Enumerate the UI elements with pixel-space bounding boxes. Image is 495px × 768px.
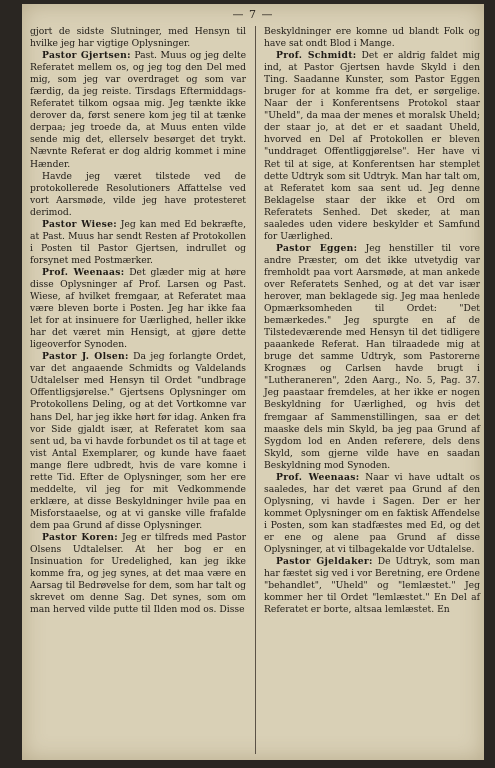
paragraph-text: Det glæder mig at høre disse Oplysninger af Prof. Larsen og Past. Wiese, af hvilket fremgaar, at Referatet maa være bleven borte i Posten. Jeg har ikke faa let for at insinuere for Uærlighed, heller ikke har det været min Hensigt, at gjøre dette ligeoverfor Synoden. [30,266,246,351]
paragraph [30,26,246,50]
paragraph [264,556,480,616]
document-page [22,4,484,760]
speaker-name: Prof. Weenaas: [42,266,125,278]
paragraph [264,50,480,243]
paragraph [30,351,246,532]
paragraph-text: Jeg henstiller til vore andre Præster, om det ikke utvetydig var fremholdt paa vort Aarsmøde, at man ankede over Referatets Senhed, og at det var især herover, man beklagede sig. Jeg maa henlede Opmærksomheden til Ordet: "Det bemærkedes." Jeg spurgte en af de Tilstedeværende med Hensyn til det tidligere paaankede Referat. Han tilraadede mig at bruge det samme Udtryk, som Pastorerne Krognæs og Carlsen havde brugt i "Lutheraneren", 2den Aarg., No. 5, Pag. 37. Jeg paastaar fremdeles, at her ikke er nogen Beskyldning for Uærlighed, og hvis det fremgaar af Sammenstillingen, saa er det maaske dels min Skyld, ba jeg paa Grund af Sygdom lod en Anden referere, dels dens Skyld, som gjerne vilde have en saadan Beskyldning mod Synoden. [264,242,480,471]
speaker-name: Pastor Eggen: [276,242,358,254]
paragraph-text: Det er aldrig faldet mig ind, at Pastor Gjertsen havde Skyld i den Ting. Saadanne Kunster, som Pastor Eggen bruger for at komme fra det, er sørgelige. Naar der i Konferentsens Protokol staar "Uheld", da maa der menes et moralsk Uheld; der staar jo, at det er et saadant Uheld, hvorved en Del af Protokollen er bleven "unddraget Offentliggjørelse". Her have vi Ret til at sige, at Konferentsen har stemplet dette Udtryk som sit Udtryk. Man har talt om, at Referatet kom saa sent ud. Jeg denne Beklagelse staar der ikke et Ord om Referatets Senhed. Det skeder, at man saaledes uden videre beskylder et Samfund for Uærlighed. [264,50,481,242]
paragraph-text: Past. Muus og jeg delte Referatet mellem os, og jeg tog den Del med mig, som jeg var overdraget og som var færdig, da jeg reiste. Tirsdags Eftermiddags-Referatet tilkom ogsaa mig. Jeg tænkte ikke derover da, først senere kom jeg til at tænke derpaa; jeg troede da, at Muus enten vilde sende mig det, ellerselv besørget det trykt. Nævnte Referat er dog aldrig kommet i mine Hænder. [30,50,247,170]
paragraph [30,219,246,267]
left-column [30,26,246,616]
speaker-name: Pastor Koren: [42,531,118,543]
speaker-name: Prof. Weenaas: [276,471,360,483]
paragraph-text: Jeg kan med Ed bekræfte, at Past. Muus har sendt Resten af Protokollen i Posten til Pastor Gjertsen, indrullet og forsynet med Postmærker. [30,218,246,266]
paragraph [30,50,246,170]
speaker-name: Pastor Gjertsen: [42,50,131,62]
paragraph [264,26,480,50]
paragraph [264,243,480,472]
paragraph-text: Naar vi have udtalt os saaledes, har det været paa Grund af den Oplysning, vi havde i Sagen. Der er her kommet Oplysninger om en faktisk Affendelse i Posten, som kan stadfæstes med Ed, og det er ene og alene paa Grund af disse Oplysninger, at vi tilbagekalde vor Udtalelse. [264,471,480,556]
paragraph [30,267,246,351]
speaker-name: Pastor J. Olsen: [42,351,129,363]
paragraph-text: Havde jeg været tilstede ved de protokollerede Resolutioners Affattelse ved vort Aarsmøde, vilde jeg have protesteret derimod. [30,170,246,218]
speaker-name: Pastor Wiese: [42,218,117,230]
paragraph [30,532,246,616]
paragraph-text: Da jeg forlangte Ordet, var det angaaende Schmidts og Valdelands Udtalelser med Hensyn til Ordet "undbrage Offentligsjørelse." Gjertsens Oplysninger om Protokollens Deling, og at det Vortkomne var hans Del, har jeg ikke hørt før idag. Anken fra vor Side gjaldt især, at Referatet kom saa sent ud, ba vi havde forbundet os til at tage et vist Antal Exemplarer, og kunde have faaet mange flere udbredt, hvis de vare komne i rette Tid. Efter de Oplysninger, som her ere meddelte, vil jeg for mit Vedkommende erklære, at disse Beskyldninger hvile paa en Misforstaaelse, og at vi ganske ville frafalde dem paa Grund af disse Oplysninger. [30,351,246,531]
paragraph-text: Beskyldninger ere komne ud blandt Folk og have sat ondt Blod i Mange. [264,26,480,50]
speaker-name: Prof. Schmidt: [276,50,357,62]
paragraph-text: Jeg er tilfreds med Pastor Olsens Udtalelser. At her bog er en Insinuation for Uredelighed, kan jeg ikke komme fra, og jeg synes, at det maa være en Aarsag til Bedrøvelse for dem, som har talt og skrevet om denne Sag. Det synes, som om man herved vilde putte til Ilden mod os. Disse [30,531,247,616]
speaker-name: Pastor Gjeldaker: [276,556,373,568]
paragraph [30,171,246,219]
column-divider [255,26,256,754]
page-number: — 7 — [232,8,274,21]
right-column [264,26,480,616]
paragraph-text: De Udtryk, som man har fæstet sig ved i vor Beretning, ere Ordene "behandlet", "Uheld" og "lemlæstet." Jeg kommer her til Ordet "lemlæstet." En Del af Referatet er borte, altsaa lemlæstet. En [264,556,481,616]
paragraph [264,472,480,556]
paragraph-text: gjort de sidste Slutninger, med Hensyn til hvilke jeg har vigtige Oplysninger. [30,26,246,50]
